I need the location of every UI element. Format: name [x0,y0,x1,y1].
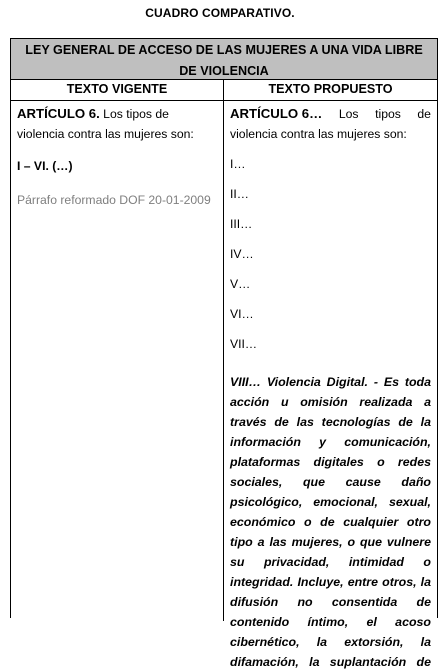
proposed-fraction: IV… [230,247,254,261]
column-header-current: TEXTO VIGENTE [11,80,224,100]
proposed-article-word: Los [338,107,359,121]
proposed-fraction: V… [230,277,251,291]
proposed-article-line-1 [230,104,431,124]
proposed-article-paragraph [230,104,431,144]
reform-note: Párrafo reformado DOF 20-01-2009 [17,193,211,207]
page-title: CUADRO COMPARATIVO. [145,6,295,20]
column-header-proposed: TEXTO PROPUESTO [268,82,393,96]
proposed-article-lead: ARTÍCULO 6… [230,106,323,121]
digital-violence-paragraph: VIII… Violencia Digital. - Es toda acción u omisión realizada a través de las tecnologías de la información y comunicación, plataformas digitales o redes sociales, que cause daño psicológico, emocional, sexual, económico o de cualquier otro tipo a las mujeres, o que vulnere su privacidad, intimidad o integridad. Incluye, entre otros, la difusión no consentida de contenido íntimo, el acoso cibernético, la extorsión, la difamación, la suplantación de [230,375,431,669]
proposed-fraction: VI… [230,307,254,321]
current-article-text: Los tipos de violencia contra las mujeres son: [17,107,194,141]
current-article-paragraph [17,104,218,144]
comparison-table [10,38,438,669]
current-text-cell [11,101,224,621]
column-headers [11,80,437,101]
proposed-fraction: I… [230,157,246,171]
comparison-row [11,101,437,669]
proposed-fraction: III… [230,217,253,231]
proposed-fraction: II… [230,187,249,201]
current-fraction-range: I – VI. (…) [17,159,73,173]
law-title-header: LEY GENERAL DE ACCESO DE LAS MUJERES A UNA VIDA LIBRE DE VIOLENCIA [11,39,437,80]
current-article-lead: ARTÍCULO 6. [17,106,100,121]
proposed-fraction: VII… [230,337,258,351]
proposed-text-cell [224,101,437,669]
proposed-article-line-2: violencia contra las mujeres son: [230,127,407,141]
proposed-article-word: de [417,107,431,121]
proposed-article-word: tipos [375,107,401,121]
